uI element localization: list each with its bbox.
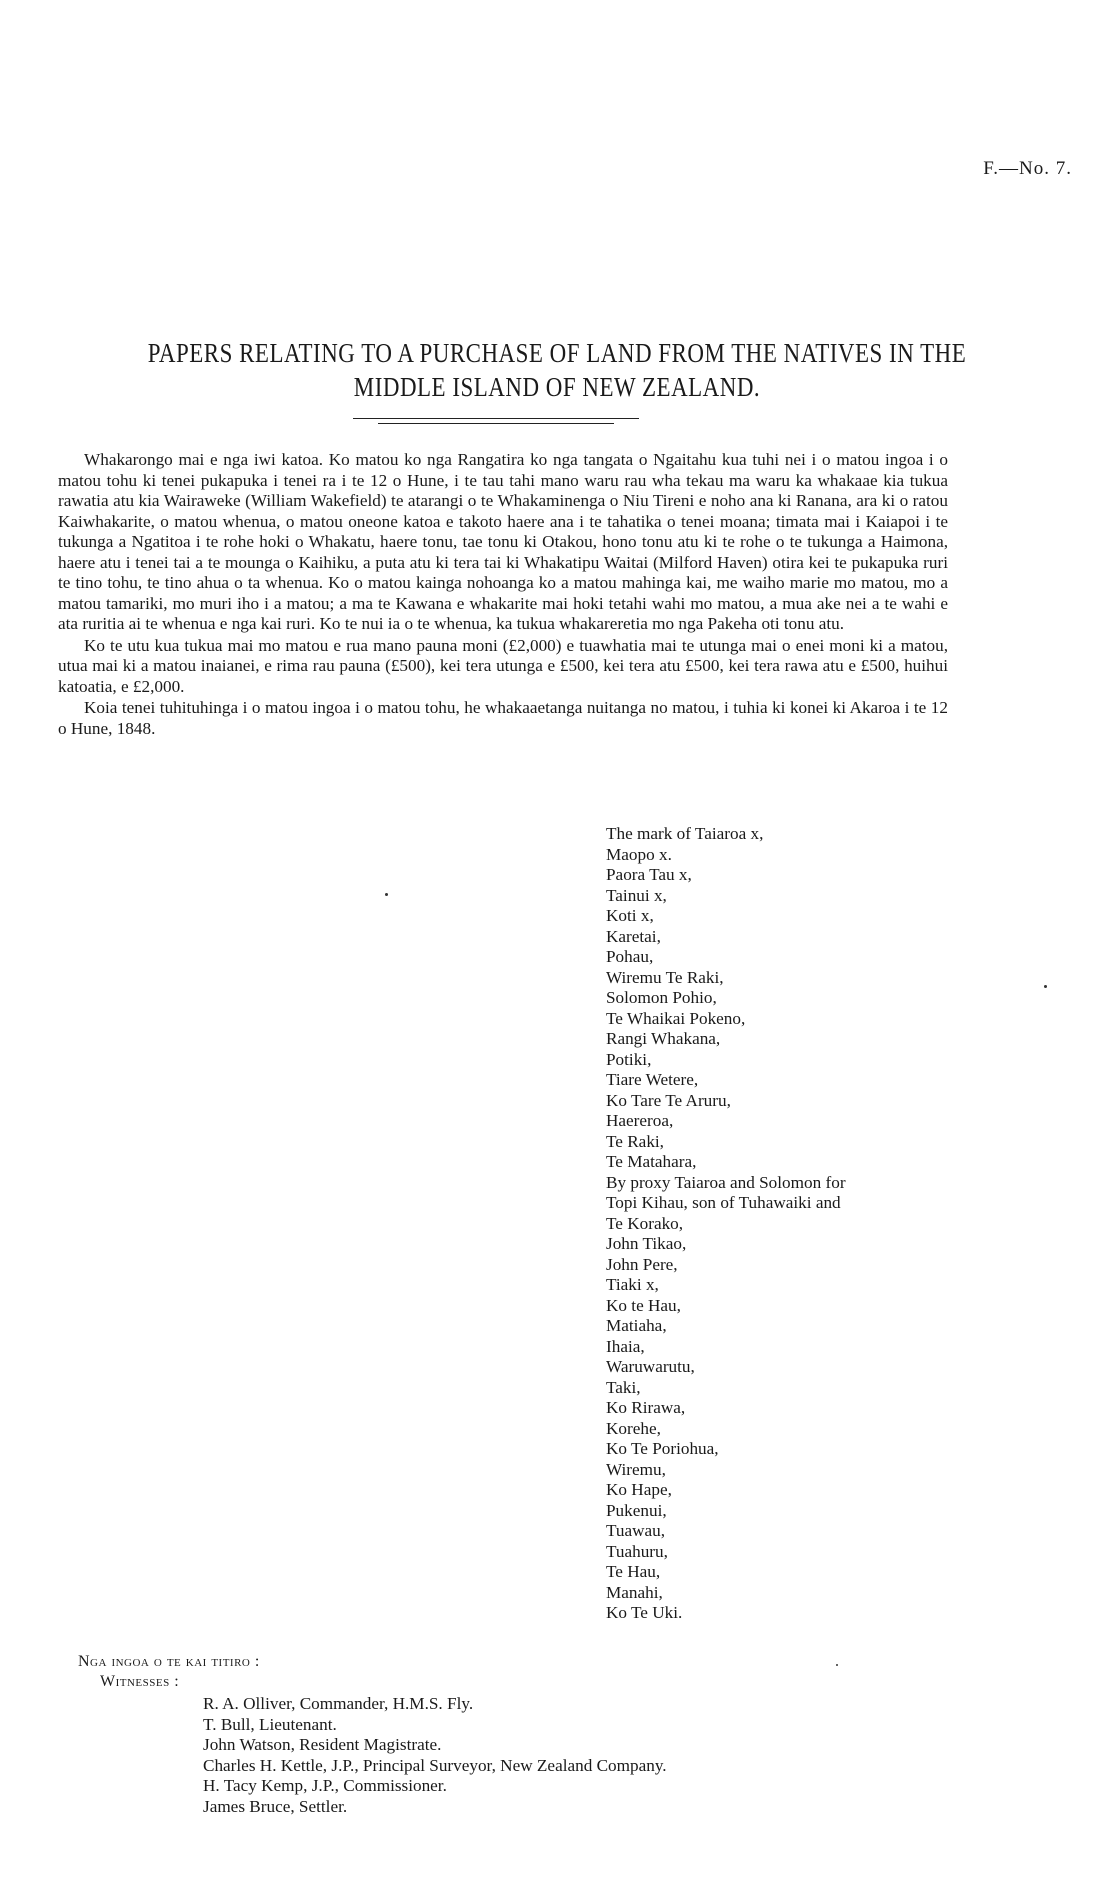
signatory: Matiaha, [606,1316,667,1335]
signatory: Wiremu, [606,1459,666,1479]
signatory: Tuawau, [606,1521,666,1540]
signatory: Ko Te Poriohua, [606,1439,719,1458]
witness: James Bruce, Settler. [203,1796,348,1816]
deed-paragraph-3: Koia tenei tuhituhinga i o matou ingoa i o matou tohu, he whakaaetanga nuitanga no matou, i tuhia ki konei ki Akaroa i te 12 o Hune, 1848. [58,698,948,738]
signatory: Taki, [606,1377,641,1397]
signatory: Haereroa, [606,1111,674,1130]
signatory: Ko te Hau, [606,1295,681,1315]
deed-text [58,450,948,740]
deed-paragraph-2: Ko te utu kua tukua mai mo matou e rua mano pauna moni (£2,000) e tuawhatia mai te utunga mai o enei moni ki a matou, utua mai ki a matou inaianei, e rima rau pauna (£500), kei tera utunga e £500, kei tera atu £500, kei tera rawa atu e £500, huihui katoatia, e £2,000. [58,635,948,696]
title-divider [353,418,639,419]
witness: R. A. Olliver, Commander, H.M.S. Fly. [203,1694,474,1713]
title-line-1: PAPERS RELATING TO A PURCHASE OF LAND FROM THE NATIVES IN THE [147,338,967,368]
witness: John Watson, Resident Magistrate. [203,1735,442,1754]
signatory: Rangi Whakana, [606,1029,721,1048]
ink-speck [836,1664,838,1666]
signatory: Ko Tare Te Aruru, [606,1090,731,1110]
witness: T. Bull, Lieutenant. [203,1714,337,1734]
signatory: Pohau, [606,947,654,966]
title-line-2: MIDDLE ISLAND OF NEW ZEALAND. [353,372,761,402]
signatory: Karetai, [606,926,661,946]
ink-speck [385,893,388,896]
deed-paragraph-1: Whakarongo mai e nga iwi katoa. Ko matou ko nga Rangatira ko nga tangata o Ngaitahu kua tuhi nei i o matou ingoa i o matou tohu ki tenei pukapuka i tenei ra i te 12 o Hune, i te tau tahi mano waru rau wha tekau ma waru ka whakaae kia tukua rawatia atu kia Wairaweke (William Wakefield) te atarangi o te Whakaminenga o Niu Tireni e noho ana ki Ranana, ara ki o ratou Kaiwhakarite, o matou whenua, o matou oneone katoa e takoto haere ana i te tahatika o tenei moana; timata mai i Kaiapoi i te tukunga a Ngatitoa i te rohe hoki o Whakatu, haere tonu, tae tonu ki Otakou, hono tonu atu ki te rohe o te tukunga a Haimona, haere atu i tenei tai a te mounga o Kaihiku, a puta atu ki tera tai ki Whakatipu Waitai (Milford Haven) otira kei te pukapuka ruri te tino tohu, te tino ahua o ta whenua. Ko o matou kainga nohoanga ko a matou mahinga kai, me waiho marie mo matou, mo a matou tamariki, mo muri iho i a matou; a ma te Kawana e whakarite mai hoki tetahi wahi mo matou, a mua ake nei a te wahi e ata ruritia ai te whenua e nga kai ruri. Ko te nui ia o te whenua, ka tukua whakareretia mo nga Pakeha oti tonu atu. [58,450,948,633]
ink-speck [1044,985,1047,988]
signatory: Potiki, [606,1049,652,1069]
signatory: Ko Hape, [606,1480,672,1499]
document-title [84,336,1031,404]
signatory: Tiare Wetere, [606,1070,699,1089]
signatory: Pukenui, [606,1500,667,1520]
signatory: The mark of Taiaroa x, [606,824,764,843]
signatory: Te Matahara, [606,1152,697,1171]
signatory: Te Korako, [606,1213,684,1233]
signatory: Wiremu Te Raki, [606,967,724,987]
signatory: Koti x, [606,906,654,925]
signatory: John Tikao, [606,1234,687,1253]
signatory: Waruwarutu, [606,1357,695,1376]
signatory: Tuahuru, [606,1541,668,1561]
signatory: Te Hau, [606,1562,661,1581]
witnesses-heading-text: Nga ingoa o te kai titiro : [78,1653,260,1670]
signatory: Topi Kihau, son of Tuhawaiki and [606,1193,841,1212]
signatory: Ko Te Uki. [606,1603,683,1622]
signatory: Ihaia, [606,1336,645,1356]
witnesses-label: Witnesses : [100,1673,180,1690]
witnesses-heading [78,1652,260,1673]
signatory: Manahi, [606,1582,663,1602]
signatory: Te Raki, [606,1131,664,1151]
signatory: Tainui x, [606,885,667,905]
signatory: Te Whaikai Pokeno, [606,1008,746,1028]
signatory: Maopo x. [606,844,672,864]
witness: H. Tacy Kemp, J.P., Commissioner. [203,1776,447,1795]
document-reference: F.—No. 7. [983,158,1072,179]
signatory: Solomon Pohio, [606,988,717,1007]
signatory-list [606,824,846,1624]
signatory: Korehe, [606,1418,661,1438]
title-divider-second [378,423,614,424]
witness: Charles H. Kettle, J.P., Principal Surveyor, New Zealand Company. [203,1755,667,1775]
witness-list [203,1694,667,1817]
signatory: Ko Rirawa, [606,1398,686,1417]
signatory: Tiaki x, [606,1275,659,1294]
signatory: John Pere, [606,1254,678,1274]
signatory: Paora Tau x, [606,865,692,884]
signatory: By proxy Taiaroa and Solomon for [606,1172,846,1192]
